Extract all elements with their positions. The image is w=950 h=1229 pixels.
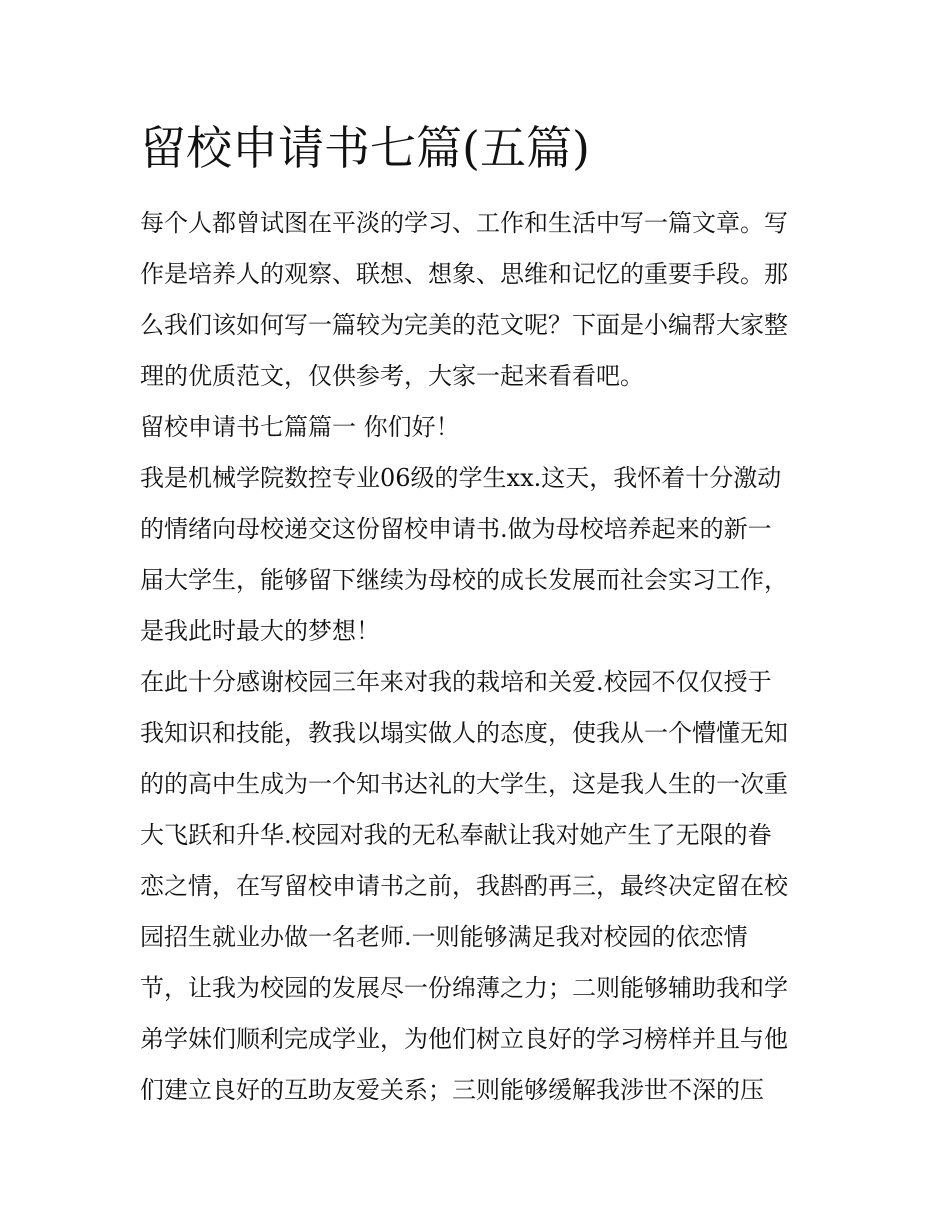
body-line: 恋之情，在写留校申请书之前，我斟酌再三，最终决定留在校: [140, 872, 788, 900]
body-line: 作是培养人的观察、联想、想象、思维和记忆的重要手段。那: [140, 260, 788, 288]
body-line: 么我们该如何写一篇较为完美的范文呢？下面是小编帮大家整: [140, 311, 788, 339]
body-line: 们建立良好的互助友爱关系；三则能够缓解我涉世不深的压: [140, 1076, 764, 1104]
body-line: 园招生就业办做一名老师.一则能够满足我对校园的依恋情: [140, 923, 748, 951]
body-line: 在此十分感谢校园三年来对我的栽培和关爱.校园不仅仅授于: [140, 668, 772, 696]
body-line: 理的优质范文，仅供参考，大家一起来看看吧。: [140, 362, 644, 390]
document-title: 留校申请书七篇(五篇): [140, 121, 590, 175]
body-line: 弟学妹们顺利完成学业，为他们树立良好的学习榜样并且与他: [140, 1025, 788, 1053]
body-line: 的情绪向母校递交这份留校申请书.做为母校培养起来的新一: [140, 515, 772, 543]
body-line: 节，让我为校园的发展尽一份绵薄之力；二则能够辅助我和学: [140, 974, 788, 1002]
body-line: 每个人都曾试图在平淡的学习、工作和生活中写一篇文章。写: [140, 209, 788, 237]
document-body: [140, 198, 830, 1116]
body-line: 大飞跃和升华.校园对我的无私奉献让我对她产生了无限的眷: [140, 821, 772, 849]
body-line: 我是机械学院数控专业06级的学生xx.这天，我怀着十分激动: [140, 464, 782, 492]
body-line: 届大学生，能够留下继续为母校的成长发展而社会实习工作，: [140, 566, 788, 594]
body-line: 我知识和技能，教我以塌实做人的态度，使我从一个懵懂无知: [140, 719, 788, 747]
section-heading-line: 留校申请书七篇篇一 你们好！: [140, 413, 460, 441]
body-line: 是我此时最大的梦想！: [140, 617, 380, 645]
body-line: 的的高中生成为一个知书达礼的大学生，这是我人生的一次重: [140, 770, 788, 798]
